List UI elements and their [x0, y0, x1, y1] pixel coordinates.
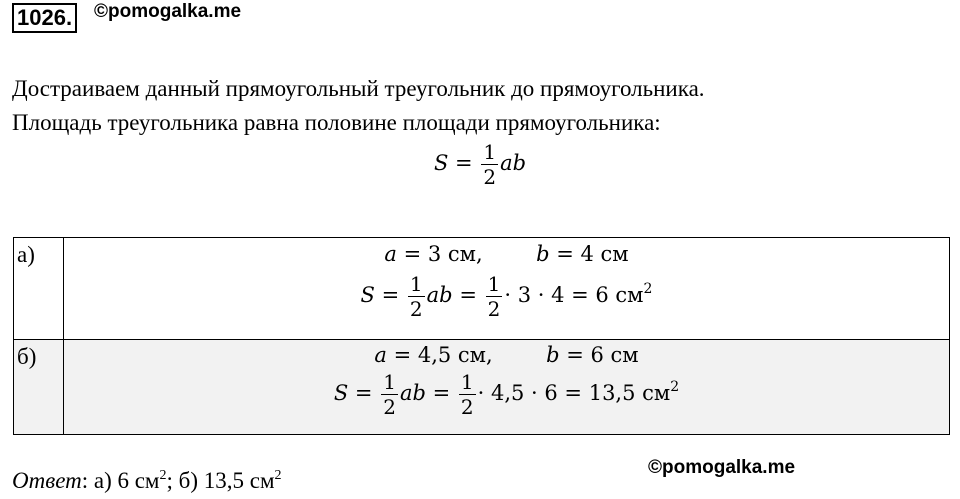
fraction-denominator: 2 [383, 395, 396, 419]
paragraph-2: Площадь треугольника равна половине площади прямоугольника: [12, 110, 661, 135]
fraction-numerator: 1 [483, 140, 497, 164]
answer-exponent-a: 2 [159, 468, 167, 483]
formula-rhs: ab [500, 151, 527, 175]
calc-expr: ab [399, 381, 426, 405]
area-calculation [64, 274, 949, 319]
calc-exponent: 2 [643, 281, 653, 297]
fraction-denominator: 2 [409, 297, 423, 321]
calc-eq1: = [354, 381, 373, 405]
answer-exponent-b: 2 [274, 468, 282, 483]
watermark-bottom: ©pomogalka.me [648, 457, 796, 478]
fraction-denominator: 2 [483, 165, 497, 189]
answer-part-a: : а) 6 см [81, 468, 160, 493]
fraction-denominator: 2 [460, 395, 474, 419]
fraction-denominator: 2 [487, 297, 501, 321]
fraction-numerator: 1 [487, 272, 501, 296]
paragraph-1: Достраиваем данный прямоугольный треугольник до прямоугольника. [12, 76, 705, 101]
calc-exponent: 2 [670, 379, 680, 395]
calc-fraction-2 [486, 274, 503, 319]
calc-result: · 4,5 · 6 = 13,5 см [477, 381, 671, 405]
fraction-numerator: 1 [409, 272, 423, 296]
table-row [14, 339, 949, 434]
row-label: а) [14, 238, 64, 339]
watermark-top: ©pomogalka.me [94, 1, 242, 22]
value-b: = 4 см [556, 242, 629, 266]
area-calculation [64, 372, 949, 417]
answer-part-b: ; б) 13,5 см [166, 468, 275, 493]
var-a: a [384, 242, 397, 266]
answer [12, 468, 282, 494]
calc-eq2: = [459, 283, 477, 307]
row-label: б) [14, 340, 64, 434]
solution-table [13, 237, 950, 435]
calc-fraction-2 [459, 372, 476, 417]
answer-label: Ответ [12, 468, 82, 493]
formula-eq: = [455, 151, 473, 175]
calc-expr: ab [426, 283, 453, 307]
given-values [64, 242, 949, 266]
calc-lhs: S [360, 283, 375, 307]
problem-number: 1026. [12, 3, 77, 33]
table-row [14, 238, 949, 339]
fraction-numerator: 1 [460, 370, 474, 394]
calc-fraction-1 [408, 274, 425, 319]
fraction-numerator: 1 [383, 370, 396, 394]
value-b: = 6 см [566, 343, 639, 367]
given-values [64, 343, 949, 367]
calc-result: · 3 · 4 = 6 см [504, 283, 644, 307]
area-formula [0, 142, 960, 187]
formula-lhs: S [433, 151, 449, 175]
row-content [64, 340, 949, 434]
calc-eq2: = [432, 381, 451, 405]
var-a: a [374, 343, 387, 367]
value-a: = 4,5 см, [393, 343, 493, 367]
calc-lhs: S [333, 381, 349, 405]
calc-eq1: = [381, 283, 400, 307]
var-b: b [536, 242, 550, 266]
calc-fraction-1 [381, 372, 398, 417]
value-a: = 3 см, [403, 242, 483, 266]
formula-fraction [481, 142, 498, 187]
row-content [64, 238, 949, 339]
var-b: b [546, 343, 560, 367]
